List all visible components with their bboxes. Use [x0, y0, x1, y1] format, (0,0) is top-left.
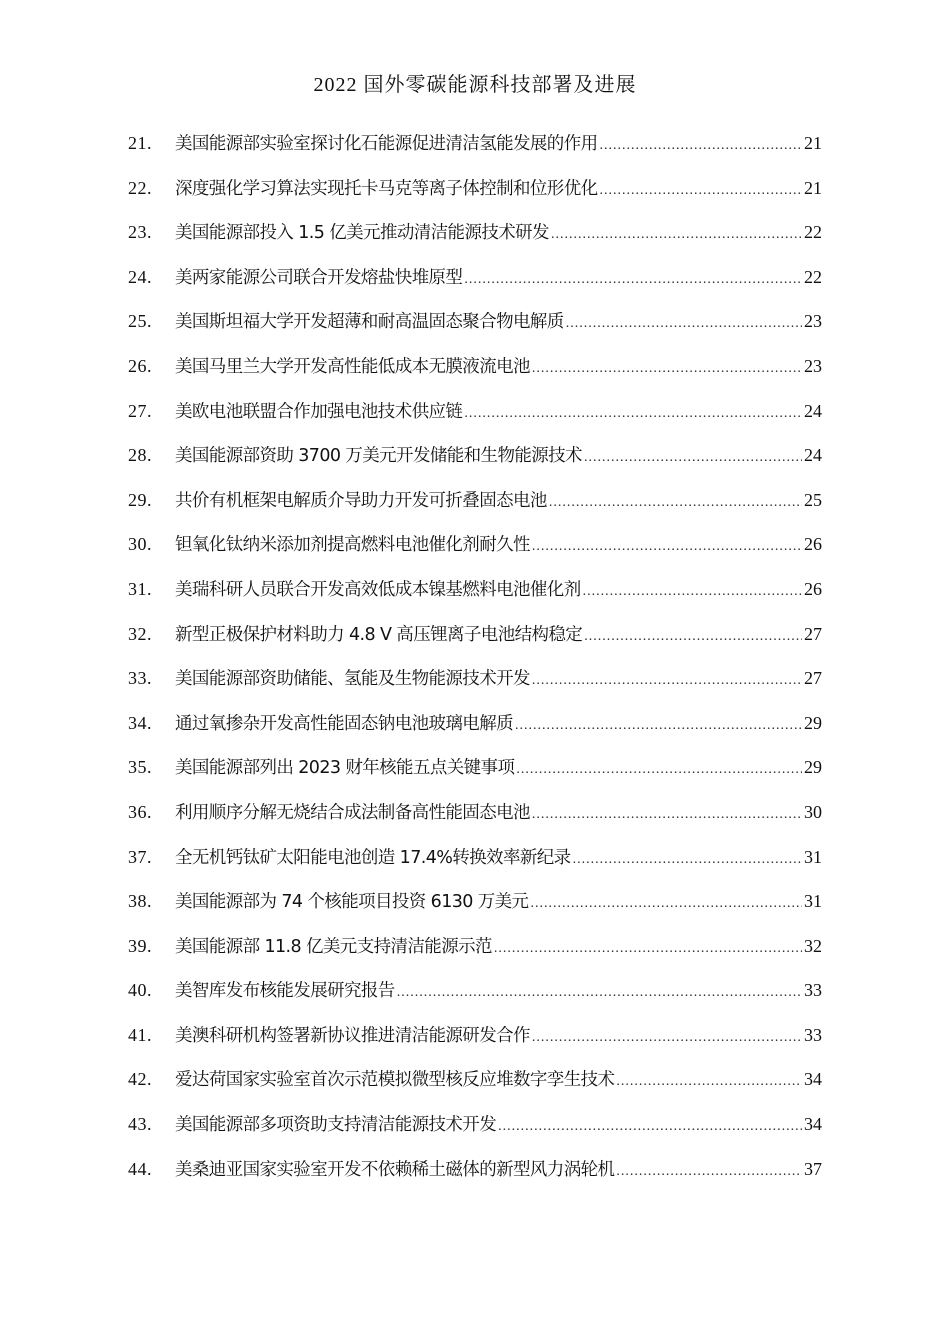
toc-entry-title[interactable]: 美瑞科研人员联合开发高效低成本镍基燃料电池催化剂: [175, 579, 581, 600]
toc-entry-title[interactable]: 美国能源部多项资助支持清洁能源技术开发: [175, 1115, 497, 1136]
toc-entry-page[interactable]: 27: [804, 668, 822, 689]
toc-entry-title[interactable]: 美国能源部为 74 个核能项目投资 6130 万美元: [175, 892, 529, 913]
toc-entry-title[interactable]: 美智库发布核能发展研究报告: [175, 981, 395, 1002]
toc-dot-leader: [515, 709, 802, 743]
toc-entry[interactable]: [128, 750, 822, 795]
toc-entry-title[interactable]: 美国斯坦福大学开发超薄和耐高温固态聚合物电解质: [175, 312, 564, 333]
toc-entry-title[interactable]: 钽氧化钛纳米添加剂提高燃料电池催化剂耐久性: [175, 535, 530, 556]
toc-dot-leader: [532, 352, 802, 386]
toc-entry-number: 27.: [128, 400, 152, 421]
toc-entry-title[interactable]: 深度强化学习算法实现托卡马克等离子体控制和位形优化: [175, 178, 598, 199]
toc-entry-title[interactable]: 美澳科研机构签署新协议推进清洁能源研发合作: [175, 1025, 530, 1046]
toc-entry-title[interactable]: 美国能源部投入 1.5 亿美元推动清洁能源技术研发: [175, 223, 549, 244]
toc-entry[interactable]: [128, 973, 822, 1018]
toc-entry-page[interactable]: 26: [804, 578, 822, 599]
toc-entry[interactable]: [128, 1018, 822, 1063]
toc-entry-page[interactable]: 27: [804, 623, 822, 644]
toc-entry-title[interactable]: 美国能源部资助储能、氢能及生物能源技术开发: [175, 669, 530, 690]
toc-entry[interactable]: [128, 215, 822, 260]
toc-entry[interactable]: [128, 840, 822, 885]
toc-entry[interactable]: [128, 394, 822, 439]
toc-entry[interactable]: [128, 483, 822, 528]
toc-dot-leader: [532, 664, 802, 698]
toc-entry[interactable]: [128, 304, 822, 349]
toc-entry-page[interactable]: 31: [804, 846, 822, 867]
toc-dot-leader: [573, 843, 802, 877]
toc-entry-number: 25.: [128, 311, 152, 332]
toc-entry[interactable]: [128, 438, 822, 483]
toc-entry-title[interactable]: 爱达荷国家实验室首次示范模拟微型核反应堆数字孪生技术: [175, 1070, 615, 1091]
page-header-title: 2022 国外零碳能源科技部署及进展: [313, 74, 637, 96]
toc-entry-number: 24.: [128, 266, 152, 287]
toc-dot-leader: [616, 1065, 802, 1099]
toc-entry-number: 28.: [128, 445, 152, 466]
toc-entry-page[interactable]: 30: [804, 801, 822, 822]
toc-entry-number: 43.: [128, 1114, 152, 1135]
toc-entry-number: 35.: [128, 757, 152, 778]
toc-entry-page[interactable]: 33: [804, 1024, 822, 1045]
toc-dot-leader: [584, 620, 802, 654]
toc-entry-page[interactable]: 21: [804, 177, 822, 198]
toc-entry-number: 23.: [128, 222, 152, 243]
toc-entry-number: 34.: [128, 712, 152, 733]
toc-entry-page[interactable]: 29: [804, 757, 822, 778]
toc-dot-leader: [584, 441, 802, 475]
toc-dot-leader: [566, 307, 802, 341]
toc-dot-leader: [551, 218, 802, 252]
toc-entry[interactable]: [128, 349, 822, 394]
toc-entry-title[interactable]: 共价有机框架电解质介导助力开发可折叠固态电池: [175, 490, 547, 511]
toc-entry-title[interactable]: 美桑迪亚国家实验室开发不依赖稀土磁体的新型风力涡轮机: [175, 1159, 615, 1180]
toc-dot-leader: [494, 932, 802, 966]
toc-entry-title[interactable]: 美国能源部 11.8 亿美元支持清洁能源示范: [175, 936, 492, 957]
table-of-contents: [128, 126, 822, 1196]
toc-entry-page[interactable]: 32: [804, 935, 822, 956]
toc-entry[interactable]: [128, 929, 822, 974]
toc-entry-title[interactable]: 美国马里兰大学开发高性能低成本无膜液流电池: [175, 356, 530, 377]
toc-entry-number: 33.: [128, 668, 152, 689]
toc-entry[interactable]: [128, 795, 822, 840]
toc-entry[interactable]: [128, 572, 822, 617]
toc-dot-leader: [464, 263, 802, 297]
toc-entry-page[interactable]: 31: [804, 891, 822, 912]
toc-dot-leader: [498, 1110, 802, 1144]
toc-entry-title[interactable]: 美国能源部实验室探讨化石能源促进清洁氢能发展的作用: [175, 134, 598, 154]
toc-entry-number: 31.: [128, 578, 152, 599]
toc-entry-title[interactable]: 美国能源部资助 3700 万美元开发储能和生物能源技术: [175, 446, 582, 467]
toc-dot-leader: [532, 1021, 802, 1055]
toc-entry-page[interactable]: 34: [804, 1069, 822, 1090]
toc-entry-page[interactable]: 26: [804, 534, 822, 555]
toc-entry-page[interactable]: 25: [804, 489, 822, 510]
toc-entry-number: 38.: [128, 891, 152, 912]
toc-dot-leader: [532, 530, 802, 564]
toc-entry-title[interactable]: 全无机钙钛矿太阳能电池创造 17.4%转换效率新纪录: [175, 847, 571, 868]
toc-dot-leader: [464, 397, 802, 431]
toc-entry[interactable]: [128, 1152, 822, 1197]
toc-entry[interactable]: [128, 126, 822, 171]
toc-dot-leader: [583, 575, 802, 609]
toc-dot-leader: [397, 976, 802, 1010]
toc-entry[interactable]: [128, 527, 822, 572]
toc-entry-number: 36.: [128, 801, 152, 822]
toc-entry-number: 41.: [128, 1024, 152, 1045]
toc-entry-page[interactable]: 22: [804, 222, 822, 243]
toc-entry-page[interactable]: 24: [804, 400, 822, 421]
toc-entry-number: 30.: [128, 534, 152, 555]
toc-dot-leader: [532, 798, 802, 832]
toc-entry-number: 22.: [128, 177, 152, 198]
toc-entry-page[interactable]: 29: [804, 712, 822, 733]
toc-entry-page[interactable]: 21: [804, 133, 822, 153]
toc-dot-leader: [516, 753, 802, 787]
toc-entry[interactable]: [128, 260, 822, 305]
toc-entry-number: 26.: [128, 355, 152, 376]
toc-entry[interactable]: [128, 617, 822, 662]
toc-entry-number: 21.: [128, 133, 152, 153]
toc-entry-page[interactable]: 33: [804, 980, 822, 1001]
toc-dot-leader: [530, 887, 802, 921]
toc-entry-title[interactable]: 通过氧掺杂开发高性能固态钠电池玻璃电解质: [175, 713, 513, 734]
toc-entry[interactable]: [128, 661, 822, 706]
toc-entry-title[interactable]: 美国能源部列出 2023 财年核能五点关键事项: [175, 758, 515, 779]
toc-entry-number: 39.: [128, 935, 152, 956]
toc-entry-page[interactable]: 23: [804, 355, 822, 376]
toc-entry-page[interactable]: 34: [804, 1114, 822, 1135]
toc-dot-leader: [600, 174, 803, 208]
toc-entry-title[interactable]: 美两家能源公司联合开发熔盐快堆原型: [175, 267, 463, 288]
toc-entry-number: 32.: [128, 623, 152, 644]
toc-entry-number: 37.: [128, 846, 152, 867]
toc-entry-page[interactable]: 24: [804, 445, 822, 466]
toc-dot-leader: [549, 486, 802, 520]
toc-entry[interactable]: [128, 706, 822, 751]
toc-entry[interactable]: [128, 1107, 822, 1152]
toc-entry-page[interactable]: 37: [804, 1158, 822, 1179]
toc-entry-title[interactable]: 新型正极保护材料助力 4.8 V 高压锂离子电池结构稳定: [175, 624, 583, 645]
toc-entry-page[interactable]: 22: [804, 266, 822, 287]
toc-entry[interactable]: [128, 1062, 822, 1107]
toc-entry-title[interactable]: 美欧电池联盟合作加强电池技术供应链: [175, 401, 463, 422]
toc-entry-number: 44.: [128, 1158, 152, 1179]
toc-entry[interactable]: [128, 171, 822, 216]
toc-entry-number: 29.: [128, 489, 152, 510]
toc-dot-leader: [616, 1155, 802, 1189]
toc-entry-title[interactable]: 利用顺序分解无烧结合成法制备高性能固态电池: [175, 802, 530, 823]
toc-entry-number: 42.: [128, 1069, 152, 1090]
toc-entry-page[interactable]: 23: [804, 311, 822, 332]
toc-entry[interactable]: [128, 884, 822, 929]
toc-entry-number: 40.: [128, 980, 152, 1001]
toc-dot-leader: [600, 129, 803, 163]
